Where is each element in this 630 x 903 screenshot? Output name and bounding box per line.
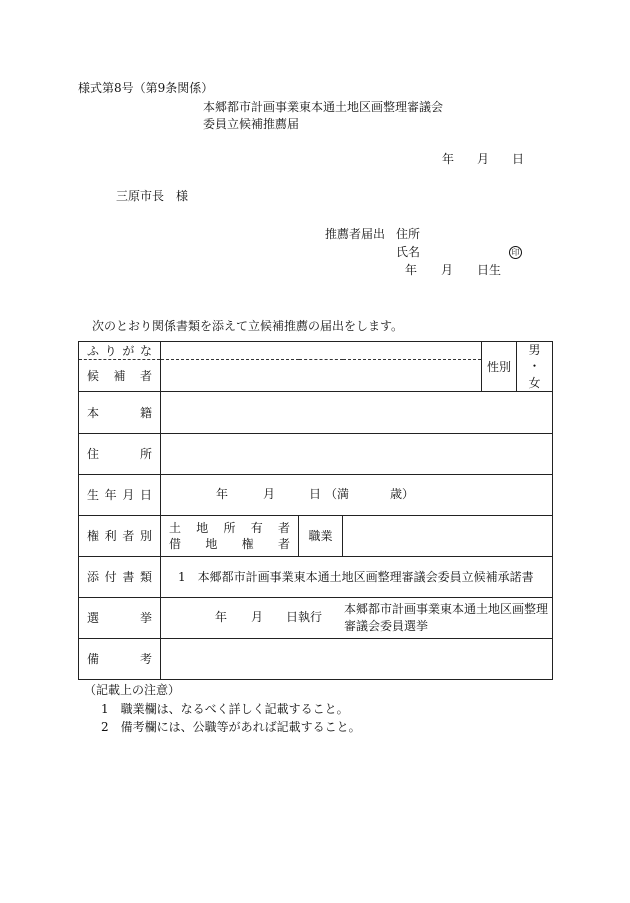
notes-heading: （記載上の注意） xyxy=(84,683,181,697)
age-open: （満 xyxy=(325,487,350,501)
gender-female[interactable]: 女 xyxy=(528,375,541,390)
birthdate-field[interactable] xyxy=(161,475,553,516)
election-row xyxy=(79,598,553,639)
date-day: 日 xyxy=(512,152,525,166)
attachments-label-cell xyxy=(79,557,161,598)
furigana-field[interactable] xyxy=(161,342,482,360)
seal-icon: 印 xyxy=(509,246,522,259)
gender-choice-cell[interactable] xyxy=(517,342,553,392)
election-day: 日執行 xyxy=(286,610,323,624)
election-name-line2: 審議会委員選挙 xyxy=(344,619,429,633)
rights-label-cell xyxy=(79,516,161,557)
rights-label: 権 利 者 別 xyxy=(87,529,152,543)
gender-label-cell xyxy=(482,342,517,392)
candidate-label-1: 候 xyxy=(87,368,100,383)
attachments-row xyxy=(79,557,553,598)
recommender-address-label: 住所 xyxy=(396,227,421,241)
rights-row xyxy=(79,516,553,557)
occupation-label: 職業 xyxy=(308,529,333,543)
address-label: 住 所 xyxy=(87,447,152,461)
rights-type-cell[interactable] xyxy=(161,516,299,557)
candidate-form-table xyxy=(78,341,553,680)
furigana-label-cell xyxy=(79,342,161,360)
note-item-1: 1 職業欄は、なるべく詳しく記載すること。 xyxy=(101,702,349,716)
birthdate-label-cell xyxy=(79,475,161,516)
birthdate-label: 生 年 月 日 xyxy=(87,488,152,502)
election-field[interactable] xyxy=(161,598,553,639)
domicile-label: 本 籍 xyxy=(87,405,152,420)
note-item-2: 2 備考欄には、公職等があれば記載すること。 xyxy=(101,720,361,734)
occupation-field[interactable] xyxy=(343,516,553,557)
recommender-label: 推薦者届出 xyxy=(325,227,386,241)
address-label-cell xyxy=(79,434,161,475)
remarks-row xyxy=(79,639,553,680)
recommender-birth-suffix: 日生 xyxy=(477,263,502,277)
addressee: 三原市長 様 xyxy=(116,189,189,203)
candidate-label xyxy=(79,370,160,382)
recommender-birth-month: 月 xyxy=(441,263,454,277)
seal-mark xyxy=(509,245,522,259)
candidate-label-cell xyxy=(79,360,161,392)
recommender-name-label: 氏名 xyxy=(396,245,421,259)
election-label-cell xyxy=(79,598,161,639)
address-field[interactable] xyxy=(161,434,553,475)
gender-male[interactable]: 男 xyxy=(528,343,541,358)
election-month: 月 xyxy=(251,610,264,624)
election-name-line1: 本郷都市計画事業東本通土地区画整理 xyxy=(344,602,549,616)
birth-month: 月 xyxy=(263,487,276,501)
birth-day: 日 xyxy=(309,487,322,501)
remarks-field[interactable] xyxy=(161,639,553,680)
attachment-item-1: 1 本郷都市計画事業東本通土地区画整理審議会委員立候補承諾書 xyxy=(178,570,534,584)
intro-sentence: 次のとおり関係書類を添えて立候補推薦の届出をします。 xyxy=(92,319,404,333)
birth-year: 年 xyxy=(216,487,229,501)
furigana-row xyxy=(79,342,553,360)
gender-label: 性別 xyxy=(487,359,512,374)
birthdate-row xyxy=(79,475,553,516)
attachments-label: 添 付 書 類 xyxy=(87,570,152,584)
domicile-field[interactable] xyxy=(161,392,553,434)
furigana-label xyxy=(79,345,160,357)
furigana-label-text-char-0: ふ xyxy=(87,343,100,358)
date-month: 月 xyxy=(477,152,490,166)
candidate-row xyxy=(79,360,553,392)
election-label: 選 挙 xyxy=(87,611,152,625)
remarks-label: 備 考 xyxy=(87,652,152,666)
recommender-birth-year: 年 xyxy=(405,263,418,277)
form-title-line2: 委員立候補推薦届 xyxy=(203,117,300,131)
furigana-label-text-char-1: り xyxy=(104,343,117,358)
rights-owner[interactable]: 土 地 所 有 者 xyxy=(169,520,290,535)
candidate-label-3: 者 xyxy=(139,368,152,383)
age-close: 歳） xyxy=(390,487,415,501)
gender-separator: ・ xyxy=(528,359,541,374)
form-title-line1: 本郷都市計画事業東本通土地区画整理審議会 xyxy=(203,100,444,114)
remarks-label-cell xyxy=(79,639,161,680)
candidate-name-field[interactable] xyxy=(161,360,482,392)
rights-lessee[interactable]: 借 地 権 者 xyxy=(169,537,290,551)
candidate-label-2: 補 xyxy=(113,368,126,383)
attachments-field xyxy=(161,557,553,598)
furigana-label-text-char-2: が xyxy=(122,343,135,358)
furigana-label-text-char-3: な xyxy=(139,343,152,358)
domicile-row xyxy=(79,392,553,434)
date-year: 年 xyxy=(442,152,455,166)
occupation-label-cell xyxy=(299,516,343,557)
address-row xyxy=(79,434,553,475)
election-year: 年 xyxy=(215,610,228,624)
form-number: 様式第8号（第9条関係） xyxy=(78,81,214,95)
domicile-label-cell xyxy=(79,392,161,434)
